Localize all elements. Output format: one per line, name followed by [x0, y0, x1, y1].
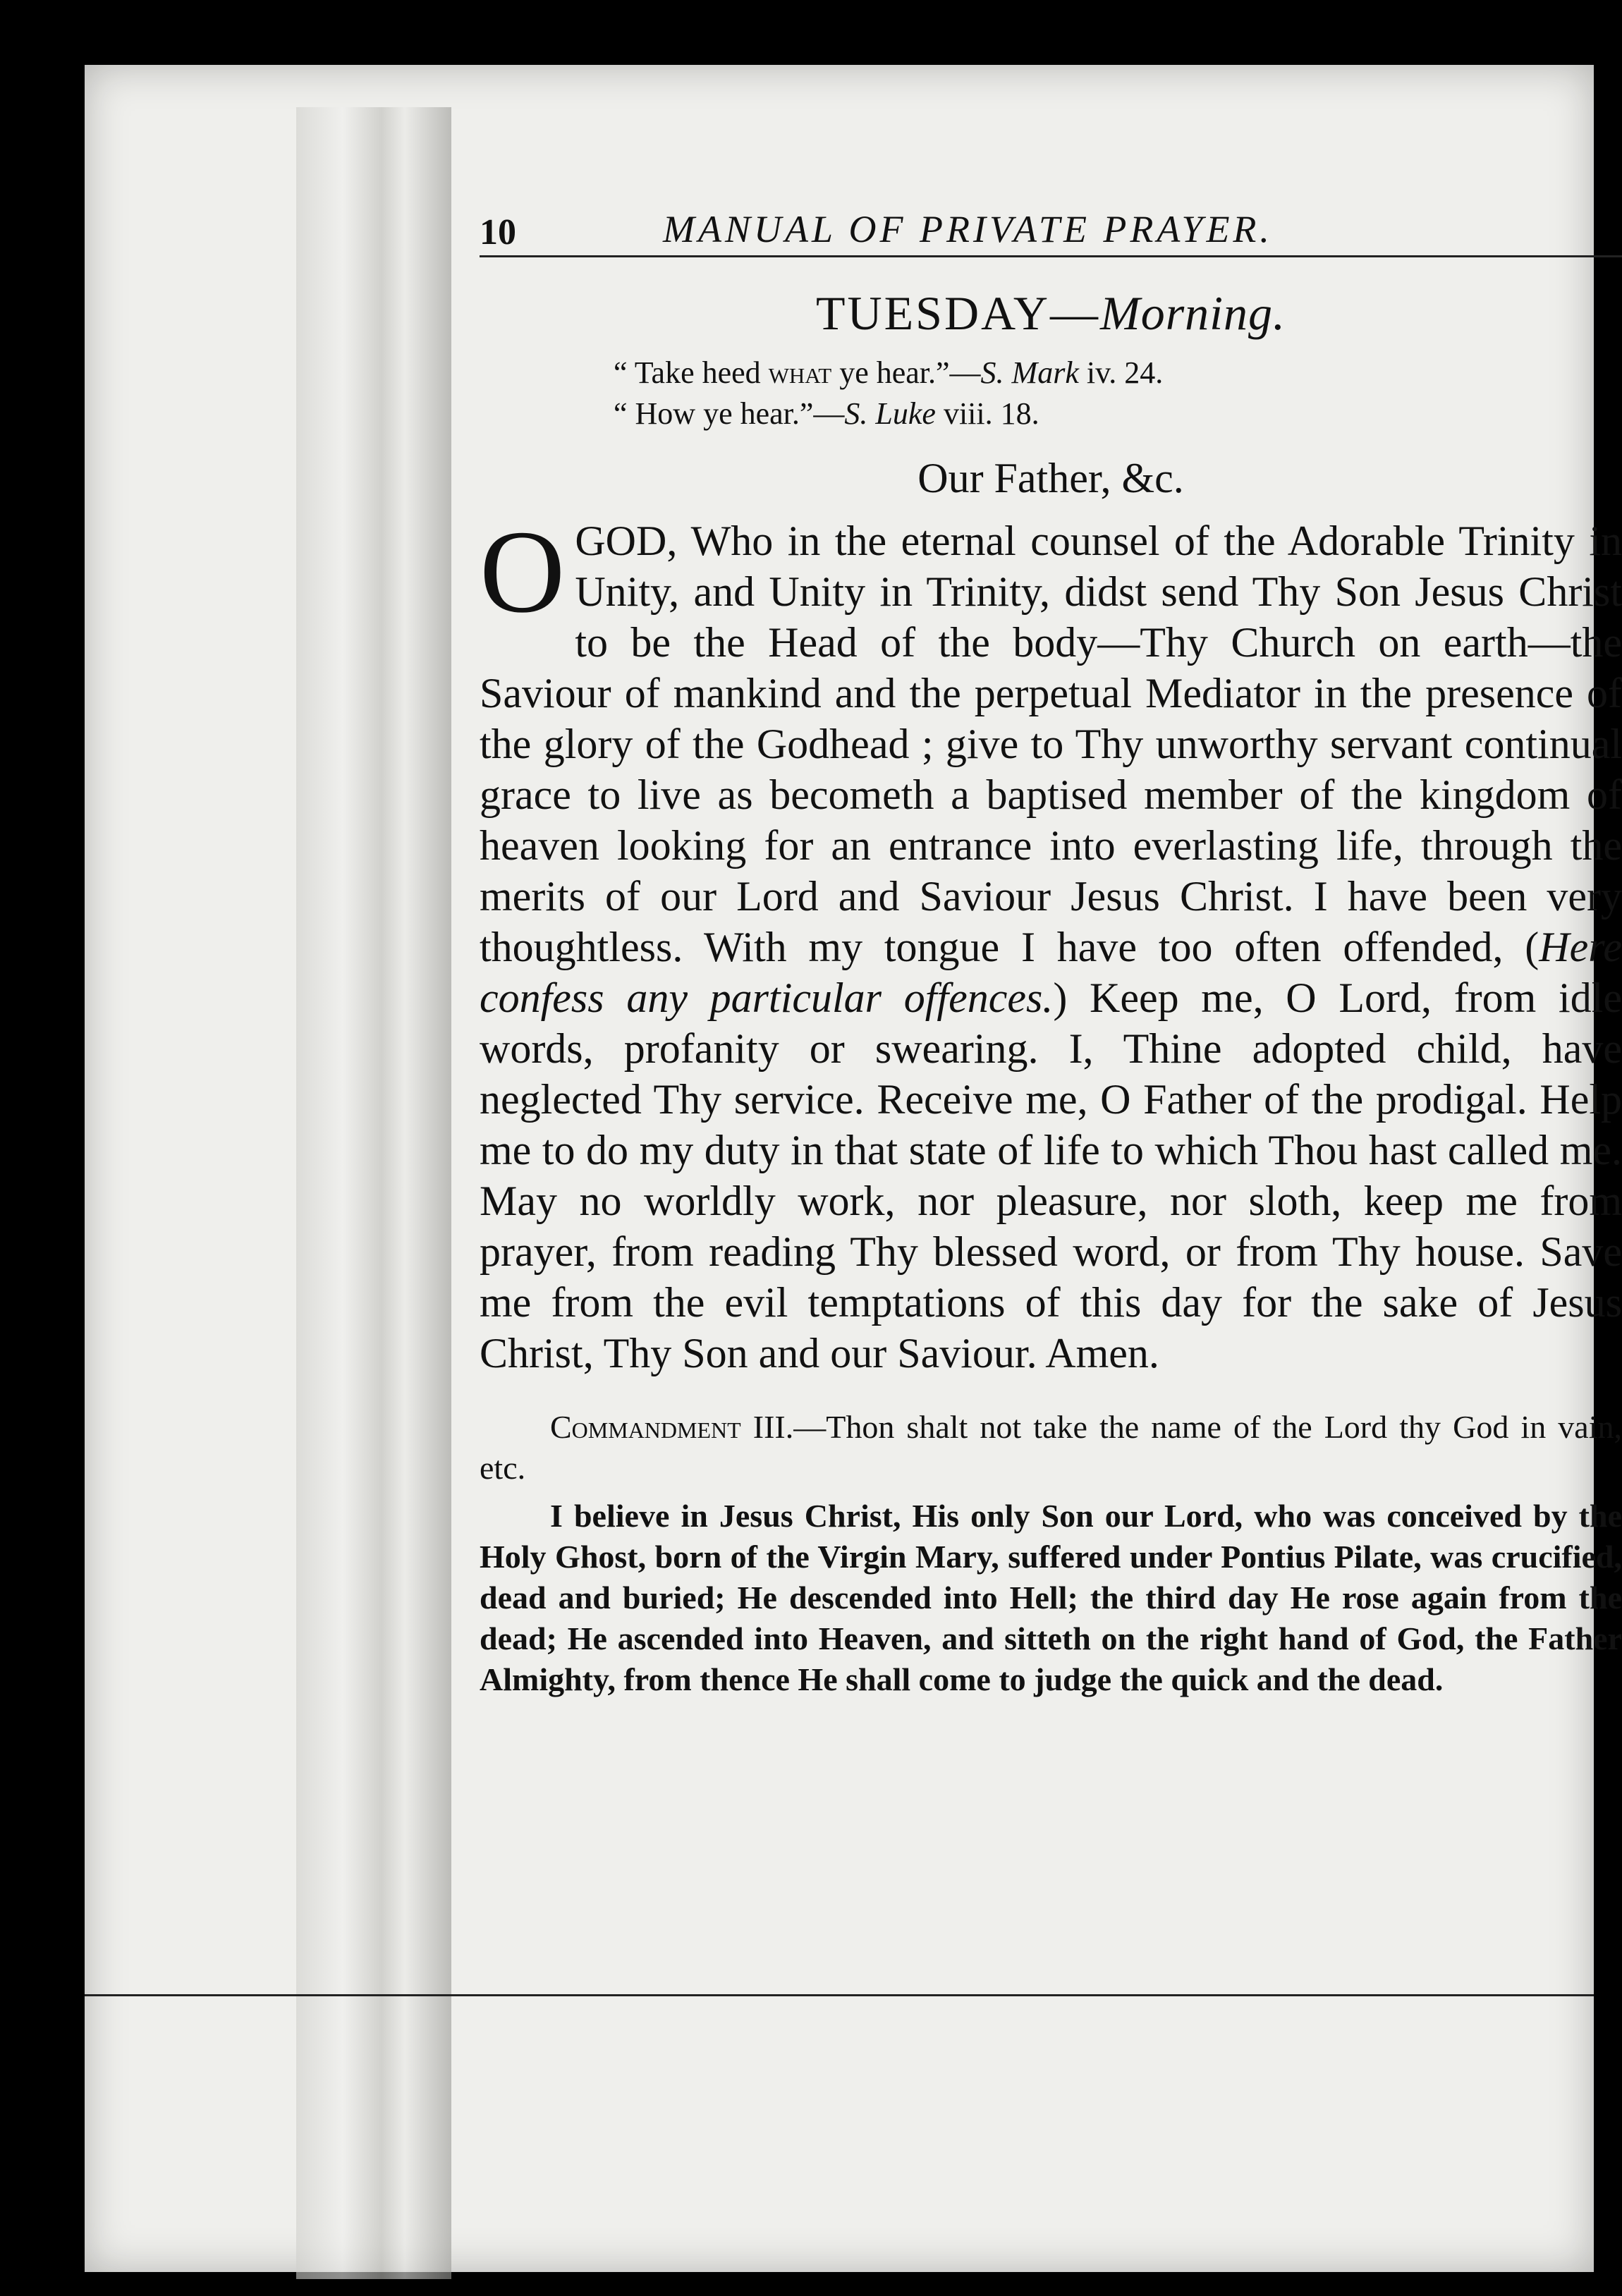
page-binding-edge	[296, 107, 451, 2279]
day-dash: —	[1050, 286, 1101, 340]
commandment-label: Commandment III.	[550, 1409, 794, 1445]
commandment	[480, 1407, 1622, 1489]
book-page	[85, 65, 1622, 2272]
commandment-text: —Thon shalt not take the name of the Lord thy God in vain, etc.	[480, 1409, 1622, 1486]
page-content	[480, 192, 1622, 1700]
epigraph-smallcaps: what	[768, 355, 832, 390]
epigraph-verse: viii. 18.	[935, 396, 1039, 431]
day-time: Morning.	[1100, 286, 1286, 340]
epigraph-line-2	[614, 393, 1622, 434]
drop-cap: O	[480, 506, 566, 637]
running-head	[480, 192, 1622, 257]
epigraph-text: “ How ye hear.”—	[614, 396, 845, 431]
epigraph-text: ye hear.”—	[831, 355, 981, 390]
day-name: TUESDAY	[815, 286, 1051, 340]
epigraph-verse: iv. 24.	[1078, 355, 1164, 390]
creed-paragraph: I believe in Jesus Christ, His only Son our Lord, who was conceived by the Holy Ghost, born of the Virgin Mary, suffered under Pontius Pilate, was crucified, dead and buried; He descended into Hell; the third day He rose again from the dead; He ascended into Heaven, and sitteth on the right hand of God, the Father Almighty, from thence He shall come to judge the quick and the dead.	[480, 1498, 1622, 1697]
epigraph-reference: S. Mark	[980, 355, 1079, 390]
prayer-text: GOD, Who in the eternal counsel of the Adorable Trinity in Unity, and Unity in Trinity, didst send Thy Son Jesus Christ to be the Head of the body—Thy Church on earth—the Saviour of mankind and the perpetual Mediator in the presence of the glory of the Godhead ; give to Thy unworthy servant continual grace to live as becometh a baptised member of the kingdom of heaven looking for an entrance into everlasting life, through the merits of our Lord and Saviour Jesus Christ. I have been very thoughtless. With my tongue I have too often offended, (	[480, 518, 1622, 970]
epigraph	[614, 353, 1622, 434]
prayer-text-continued: ) Keep me, O Lord, from idle words, profanity or swearing. I, Thine adopted child, have neglected Thy service. Receive me, O Father of the prodigal. Help me to do my duty in that state of life to which Thou hast called me. May no worldly work, nor pleasure, nor sloth, keep me from prayer, from reading Thy blessed word, or from Thy house. Save me from the evil temptations of this day for the sake of Jesus Christ, Thy Son and our Saviour. Amen.	[480, 975, 1622, 1376]
epigraph-line-1	[614, 353, 1622, 393]
day-heading	[480, 286, 1622, 341]
page-number: 10	[480, 212, 516, 252]
epigraph-reference: S. Luke	[844, 396, 936, 431]
scan-edge-line	[85, 1994, 1594, 1996]
our-father-heading: Our Father, &c.	[917, 455, 1184, 501]
morning-prayer	[480, 506, 1622, 1379]
epigraph-text: “ Take heed	[614, 355, 769, 390]
running-title: MANUAL OF PRIVATE PRAYER.	[663, 208, 1273, 250]
prayer-rubric: Here confess any particular offences.	[480, 924, 1622, 1021]
